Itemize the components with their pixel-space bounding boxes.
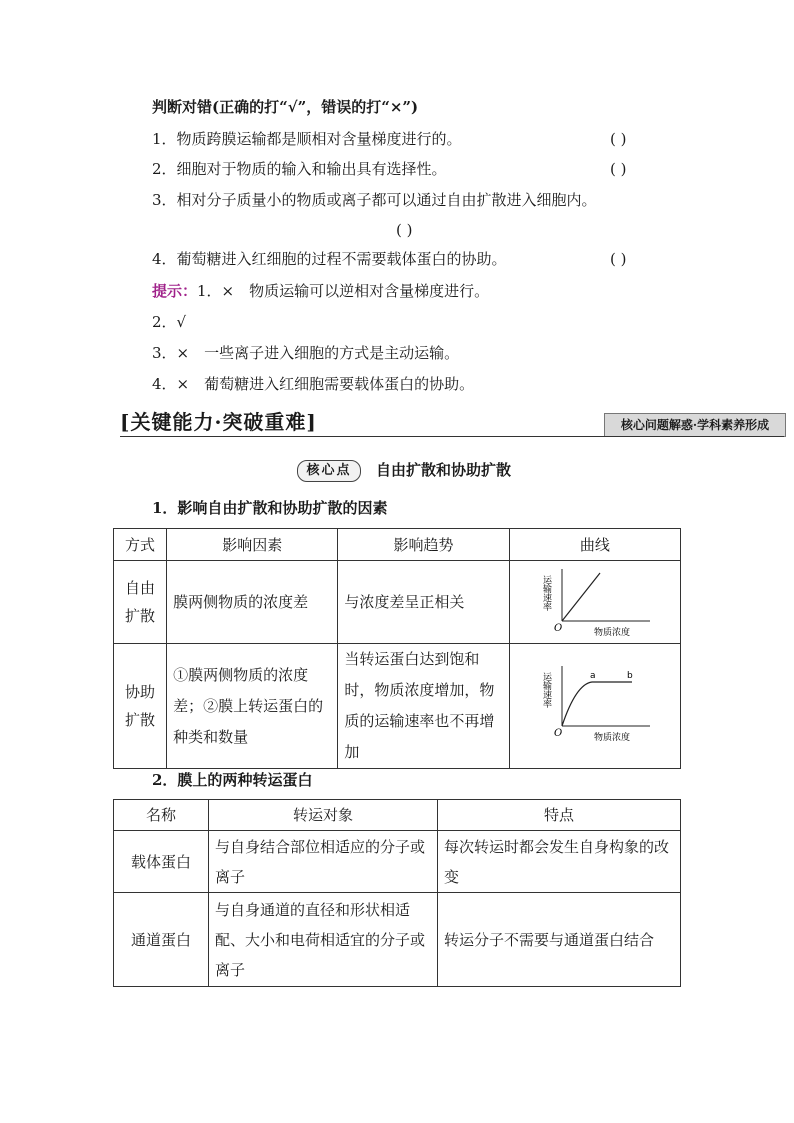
header-factor: 影响因素 bbox=[167, 529, 338, 561]
curve-cell bbox=[509, 561, 680, 644]
answer-blank-1: ( ) bbox=[610, 130, 627, 148]
trend-cell: 当转运蛋白达到饱和时，物质浓度增加，物质的运输速率也不再增加 bbox=[338, 644, 509, 769]
y-axis-label: 运输速率 bbox=[540, 672, 551, 708]
exercise-heading: 判断对错(正确的打“√”，错误的打“×”) bbox=[152, 98, 419, 116]
mode-cell: 自由扩散 bbox=[114, 561, 167, 644]
x-axis-label: 物质浓度 bbox=[593, 733, 630, 743]
table-header-row bbox=[114, 800, 681, 831]
table-row bbox=[114, 893, 681, 987]
x-axis-label: 物质浓度 bbox=[593, 628, 630, 638]
transport-protein-table bbox=[113, 799, 681, 987]
factor-cell: 膜两侧物质的浓度差 bbox=[167, 561, 338, 644]
object-cell: 与自身结合部位相适应的分子或离子 bbox=[209, 831, 438, 893]
protein-name-cell: 通道蛋白 bbox=[114, 893, 209, 987]
section-badge: 核心问题解惑·学科素养形成 bbox=[604, 413, 786, 437]
header-mode: 方式 bbox=[114, 529, 167, 561]
protein-name-cell: 载体蛋白 bbox=[114, 831, 209, 893]
header-object: 转运对象 bbox=[209, 800, 438, 831]
feature-cell: 转运分子不需要与通道蛋白结合 bbox=[438, 893, 681, 987]
free-diffusion-plot bbox=[510, 561, 680, 643]
point-a-label: a bbox=[589, 671, 596, 681]
exercise-item-2: 2．细胞对于物质的输入和输出具有选择性。 bbox=[152, 160, 447, 178]
table-row bbox=[114, 644, 681, 769]
object-cell: 与自身通道的直径和形状相适配、大小和电荷相适宜的分子或离子 bbox=[209, 893, 438, 987]
origin-label: O bbox=[553, 728, 562, 739]
y-axis-label: 运输速率 bbox=[540, 575, 551, 611]
hint-line-2: 2．√ bbox=[152, 313, 187, 331]
header-name: 名称 bbox=[114, 800, 209, 831]
hint-line-4: 4．× 葡萄糖进入红细胞需要载体蛋白的协助。 bbox=[152, 375, 475, 393]
exercise-item-4: 4．葡萄糖进入红细胞的过程不需要载体蛋白的协助。 bbox=[152, 250, 507, 268]
header-trend: 影响趋势 bbox=[338, 529, 509, 561]
section-divider bbox=[120, 436, 784, 437]
trend-cell: 与浓度差呈正相关 bbox=[338, 561, 509, 644]
hint-text-1: 1．× 物质运输可以逆相对含量梯度进行。 bbox=[197, 282, 490, 300]
curve-cell bbox=[509, 644, 680, 769]
header-curve: 曲线 bbox=[509, 529, 680, 561]
saturation-curve bbox=[562, 682, 632, 726]
table-row bbox=[114, 561, 681, 644]
point-b-label: b bbox=[626, 671, 633, 681]
linear-curve bbox=[562, 573, 600, 621]
factors-table bbox=[113, 528, 681, 769]
exercise-item-1: 1．物质跨膜运输都是顺相对含量梯度进行的。 bbox=[152, 130, 462, 148]
origin-label: O bbox=[553, 623, 562, 634]
hint-line-3: 3．× 一些离子进入细胞的方式是主动运输。 bbox=[152, 344, 460, 362]
table-header-row bbox=[114, 529, 681, 561]
mode-cell: 协助扩散 bbox=[114, 644, 167, 769]
facilitated-diffusion-plot bbox=[510, 644, 680, 768]
exercise-item-3: 3．相对分子质量小的物质或离子都可以通过自由扩散进入细胞内。 bbox=[152, 191, 597, 209]
hint-label: 提示： bbox=[152, 282, 198, 300]
table1-caption: 1．影响自由扩散和协助扩散的因素 bbox=[152, 499, 388, 517]
header-feature: 特点 bbox=[438, 800, 681, 831]
answer-blank-3: ( ) bbox=[396, 221, 413, 239]
keypoint-title: 自由扩散和协助扩散 bbox=[376, 461, 512, 479]
table-row bbox=[114, 831, 681, 893]
keypoint-badge: 核心点 bbox=[297, 460, 361, 482]
hint-line-1 bbox=[152, 281, 489, 301]
answer-blank-4: ( ) bbox=[610, 250, 627, 268]
table2-caption: 2．膜上的两种转运蛋白 bbox=[152, 771, 313, 789]
answer-blank-2: ( ) bbox=[610, 160, 627, 178]
section-title: [关键能力·突破重难] bbox=[120, 410, 317, 434]
factor-cell: ①膜两侧物质的浓度差；②膜上转运蛋白的种类和数量 bbox=[167, 644, 338, 769]
feature-cell: 每次转运时都会发生自身构象的改变 bbox=[438, 831, 681, 893]
